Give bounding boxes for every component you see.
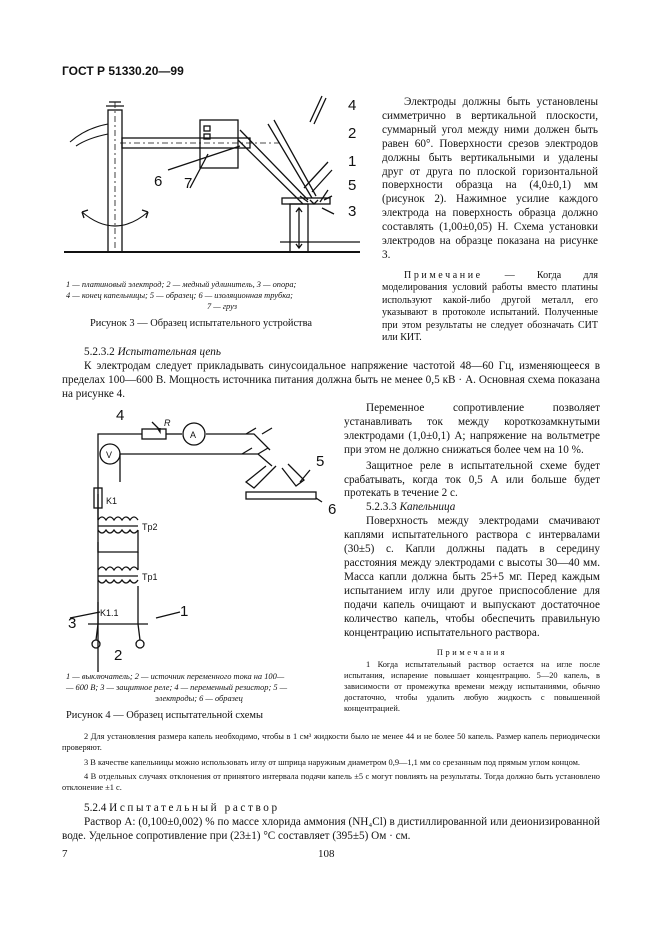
fig4-label-6: 6 [328, 501, 337, 518]
fig3-label-6: 6 [154, 173, 163, 190]
section-524 [62, 802, 600, 844]
section-number: 5.2.4 [84, 802, 107, 814]
fig3-label-3: 3 [348, 203, 357, 220]
fig4-k1-label: K1 [106, 496, 118, 506]
page-footer-left: 7 [62, 848, 68, 860]
fig3-legend-line: 4 — конец капельницы; 5 — образец; 6 — изоляционная трубка; [66, 290, 293, 300]
fig3-legend-line: 7 — груз [206, 301, 238, 311]
fig3-label-7: 7 [184, 175, 193, 192]
page-number: 108 [318, 848, 335, 860]
figure-3-legend [66, 280, 378, 312]
fig4-ammeter-label: A [190, 430, 197, 440]
section-number: 5.2.3.2 [84, 346, 115, 358]
figure-3-caption: Рисунок 3 — Образец испытательного устройства [90, 318, 312, 329]
note-2: 2 Для установления размера капель необходимо, чтобы в 1 см³ жидкости было не менее 44 и не более 50 капель. Размер капель периодически проверяют. [62, 732, 600, 752]
notes-block [62, 732, 600, 794]
figure-4-caption: Рисунок 4 — Образец испытательной схемы [66, 710, 263, 721]
fig3-label-5: 5 [348, 177, 357, 194]
section-524-heading [62, 802, 600, 816]
fig3-label-2: 2 [348, 125, 357, 142]
relay-paragraph: Защитное реле в испытательной схеме будет срабатывать, когда ток 0,5 А или больше будет протекать в течение 2 с. [344, 459, 600, 500]
fig4-label-5: 5 [316, 453, 325, 470]
note-text: — Когда для моделирования условий работы вместо платины используют какой-либо другой металл, его указывают в протоколе испытаний. Полученные при этом результаты не следует обозначать СИТ или КИТ. [382, 270, 598, 344]
section-number: 5.2.3.3 [366, 501, 397, 514]
fig4-tr2-label: Tp2 [142, 522, 158, 532]
figure-3-drawing [60, 92, 370, 272]
section-title: Испытательный раствор [109, 802, 280, 814]
fig4-k11-label: K1.1 [100, 608, 119, 618]
current-paragraph: Переменное сопротивление позволяет устанавливать ток между короткозамкнутыми электродами (1,0±0,1) А; напряжение на вольтметре при этом не должно снижаться более чем на 10 %. [344, 402, 600, 456]
fig4-legend-line: электроды; 6 — образец [155, 693, 243, 703]
fig3-label-1: 1 [348, 153, 357, 170]
right-column-2 [344, 402, 600, 714]
section-5232-heading [62, 346, 600, 360]
fig4-label-4: 4 [116, 407, 125, 424]
figure-4-legend [66, 672, 332, 704]
fig4-tr1-label: Tp1 [142, 572, 158, 582]
section-title: Капельница [399, 501, 456, 514]
fig4-label-3: 3 [68, 615, 77, 632]
section-5232 [62, 346, 600, 402]
note-3: 3 В качестве капельницы можно использовать иглу от шприца наружным диаметром 0,9—1,1 мм со срезанным под прямым углом концом. [84, 757, 581, 767]
note-1: 1 Когда испытательный раствор остается на игле после испытания, испарение повышает концентрацию. 5—20 капель, в зависимости от промежутка времени между испытаниями, обычно достаточно, чтобы удалить любую жидкость с повышенной концентрацией. [344, 660, 600, 713]
fig4-legend-line: 1 — выключатель; 2 — источник переменного тока на 100— [66, 672, 285, 681]
fig4-legend-line: — 600 В; 3 — защитное реле; 4 — переменный резистор; 5 — [66, 682, 288, 692]
section-524-paragraph: Раствор А: (0,100±0,002) % по массе хлорида аммония (NH₄Cl) в дистиллированной или деионизированной воде. Удельное сопротивление при (23±1) °С составляет (395±5) Ом · см. [62, 815, 600, 842]
fig4-voltmeter-label: V [106, 450, 113, 460]
section-5232-paragraph: К электродам следует прикладывать синусоидальное напряжение частотой 48—60 Гц, изменяющееся в пределах 100—600 В. Мощность источника питания должна быть не менее 0,5 кВ · А. Основная схема показана на рисунке 4. [62, 359, 600, 400]
section-title: Испытательная цепь [117, 346, 221, 358]
note-label: Примечание [404, 270, 483, 281]
fig4-resistor-label: R [164, 418, 171, 428]
fig4-label-1: 1 [180, 603, 189, 620]
figure-4-drawing [60, 402, 350, 672]
fig4-label-2: 2 [114, 647, 123, 664]
note-4: 4 В отдельных случаях отклонения от принятого интервала подачи капель ±5 с могут повлиять на результаты. Тогда должно быть установлено отклонение ±1 с. [62, 772, 600, 793]
electrodes-paragraph: Электроды должны быть установлены симметрично в вертикальной плоскости, суммарный угол между ними должен быть равен 60°. Поверхности срезов электродов должны быть вертикальными и удалены друг от друга по плоской горизонтальной поверхности образца на (4,0±0,1) мм (рисунок 2). Нажимное усилие каждого электрода на поверхность образца должно составлять (1,00±0,05) Н. Схема установки электродов на образце показана на рисунке 3. [382, 96, 598, 261]
electrodes-note [382, 270, 598, 344]
section-5233-heading [344, 501, 600, 515]
fig3-label-4: 4 [348, 97, 357, 114]
dropper-paragraph: Поверхность между электродами смачивают каплями испытательного раствора с интервалами (30±5) с. Капли должны падать в середину расстояния между электродами с высоты 30—40 мм. Масса капли должна быть 25+5 мг. Перед каждым испытанием иглу или другое приспособление для подачи капель очищают и выпускают достаточное количество капель, чтобы обеспечить правильную концентрацию испытательного раствора. [344, 515, 600, 639]
notes-title: Примечания [436, 648, 508, 658]
fig3-legend-line: 1 — платиновый электрод; 2 — медный удлинитель, 3 — опора; [66, 280, 297, 289]
document-id: ГОСТ Р 51330.20—99 [62, 64, 184, 78]
